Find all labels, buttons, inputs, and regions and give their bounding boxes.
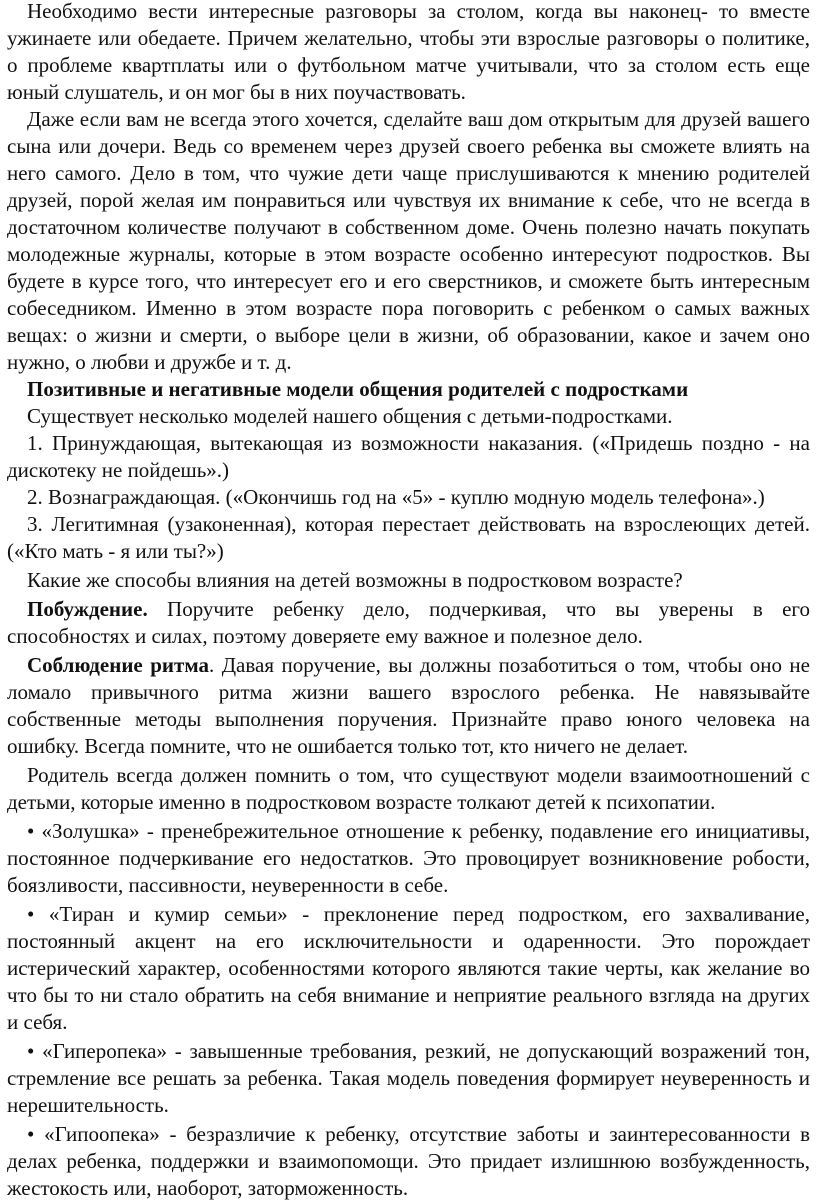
bullet-cinderella: • «Золушка» - пренебрежительное отношение к ребенку, подавление его инициативы, постоянное подчеркивание его недостатков. Это провоцирует возникновение робости, боязливости, пассивности, неуверенности в себе.: [7, 819, 810, 897]
section-heading: Позитивные и негативные модели общения родителей с подростками: [27, 377, 689, 401]
term-rhythm: Соблюдение ритма: [27, 653, 209, 677]
rhythm-text: . Давая поручение, вы должны позаботиться о том, чтобы оно не ломало привычного ритма жизни вашего взрослого ребенка. Не навязывайте собственные методы выполнения поручения. Признайте право юного человека на ошибку. Всегда помните, что не ошибается только тот, кто ничего не делает.: [7, 653, 810, 758]
bullet-overprotection: • «Гиперопека» - завышенные требования, резкий, не допускающий возражений тон, стремление все решать за ребенка. Такая модель поведения формирует неуверенность и нерешительность.: [7, 1039, 810, 1117]
model-item-rewarding: 2. Вознаграждающая. («Окончишь год на «5» - куплю модную модель телефона».): [27, 485, 765, 509]
bullet-tyrant-idol: • «Тиран и кумир семьи» - преклонение перед подростком, его захваливание, постоянный акцент на его исключительности и одаренности. Это порождает истерический характер, особенностями которого являются такие черты, как желание во что бы то ни стало обратить на себя внимание и неприятие реального взгляда на других и себя.: [7, 902, 810, 1034]
paragraph-encouragement: [7, 596, 810, 650]
paragraph-influence-question: Какие же способы влияния на детей возможны в подростковом возрасте?: [27, 568, 683, 592]
bullet-underprotection: • «Гипоопека» - безразличие к ребенку, отсутствие заботы и заинтересованности в делах ребенка, поддержки и взаимопомощи. Это придает излишнюю возбужденность, жестокость или, наоборот, заторможенность.: [7, 1122, 810, 1200]
encouragement-text: Поручите ребенку дело, подчеркивая, что вы уверены в его способностях и силах, поэтому доверяете ему важное и полезное дело.: [7, 597, 810, 648]
term-encouragement: Побуждение.: [27, 597, 148, 621]
paragraph-models-intro: Существует несколько моделей нашего общения с детьми-подростками.: [27, 404, 673, 428]
paragraph-open-home: Даже если вам не всегда этого хочется, сделайте ваш дом открытым для друзей вашего сына или дочери. Ведь со временем через друзей своего ребенка вы сможете влиять на него самого. Дело в том, что чужие дети чаще прислушиваются к мнению родителей друзей, порой желая им понравиться или чувствуя их внимание к себе, что не всегда в достаточном количестве получают в собственном доме. Очень полезно начать покупать молодежные журналы, которые в этом возрасте особенно интересуют подростков. Вы будете в курсе того, что интересует его и его сверстников, и сможете быть интересным собеседником. Именно в этом возрасте пора поговорить с ребенком о самых важных вещах: о жизни и смерти, о выборе цели в жизни, об образовании, какое и зачем оно нужно, о любви и дружбе и т. д.: [7, 107, 810, 374]
paragraph-table-conversations: Необходимо вести интересные разговоры за столом, когда вы наконец- то вместе ужинаете или обедаете. Причем желательно, чтобы эти взрослые разговоры о политике, о проблеме квартплаты или о футбольном матче учитывали, что за столом есть еще юный слушатель, и он мог бы в них поучаствовать.: [7, 0, 810, 104]
model-item-coercive: 1. Принуждающая, вытекающая из возможности наказания. («Придешь поздно - на дискотеку не пойдешь».): [7, 431, 810, 482]
paragraph-psychopathy-models: Родитель всегда должен помнить о том, что существуют модели взаимоотношений с детьми, которые именно в подростковом возрасте толкают детей к психопатии.: [7, 763, 810, 814]
paragraph-rhythm: [7, 652, 810, 760]
model-item-legitimate: 3. Легитимная (узаконенная), которая перестает действовать на взрослеющих детей. («Кто мать - я или ты?»): [7, 512, 810, 563]
